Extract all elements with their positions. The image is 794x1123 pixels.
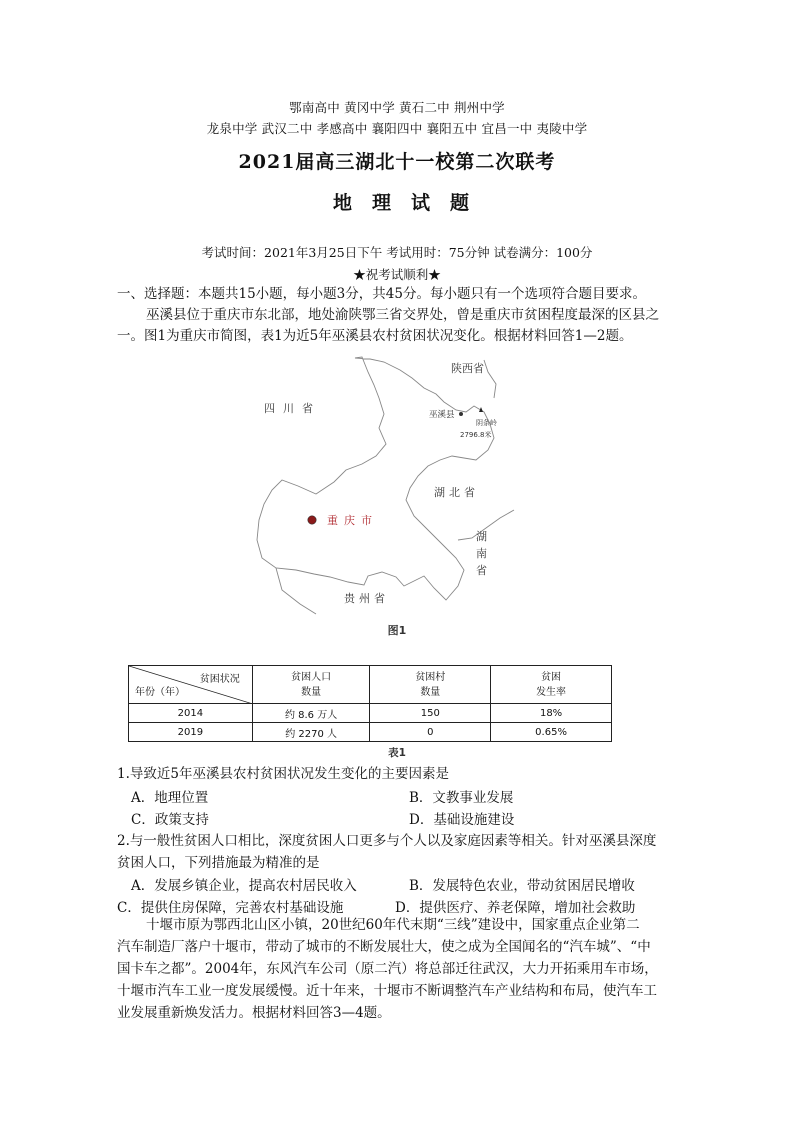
material2-line-1: 十堰市原为鄂西北山区小镇，20世纪60年代末期“三线”建设中，国家重点企业第二 bbox=[146, 917, 640, 933]
label-sichuan: 四川省 bbox=[264, 402, 321, 415]
label-shaanxi: 陕西省 bbox=[451, 362, 484, 375]
q1-option-d[interactable]: D．基础设施建设 bbox=[409, 812, 515, 828]
cell-rate: 0.65% bbox=[491, 723, 612, 742]
material2-line-2: 汽车制造厂落户十堰市，带动了城市的不断发展壮大，使之成为全国闻名的“汽车城”、“中 bbox=[117, 939, 651, 955]
q2-stem-line-1: 2.与一般性贫困人口相比，深度贫困人口更多与个人以及家庭因素等相关。针对巫溪县深度 bbox=[117, 833, 657, 849]
q1-option-c[interactable]: C．政策支持 bbox=[131, 812, 209, 828]
material-line-1: 巫溪县位于重庆市东北部，地处渝陕鄂三省交界处，曾是重庆市贫困程度最深的区县之 bbox=[146, 307, 659, 323]
q1-option-b[interactable]: B．文教事业发展 bbox=[409, 790, 514, 806]
material2-line-5: 业发展重新焕发活力。根据材料回答3—4题。 bbox=[117, 1005, 391, 1021]
wuxi-dot bbox=[459, 412, 463, 416]
label-wuxi: 巫溪县 bbox=[429, 410, 455, 420]
header-rate-l1: 贫困 bbox=[541, 671, 562, 683]
school-list-line-2: 龙泉中学 武汉二中 孝感高中 襄阳四中 襄阳五中 宜昌一中 夷陵中学 bbox=[206, 121, 588, 136]
header-rate-l2: 发生率 bbox=[536, 686, 567, 698]
shaanxi-hubei-boundary bbox=[484, 360, 496, 398]
cell-villages: 0 bbox=[370, 723, 491, 742]
header-population bbox=[252, 666, 370, 704]
label-yintiaoling: 阴条岭 bbox=[476, 419, 497, 427]
header-population-l1: 贫困人口 bbox=[291, 671, 332, 683]
q1-stem: 1.导致近5年巫溪县农村贫困状况发生变化的主要因素是 bbox=[117, 766, 449, 782]
cell-year: 2014 bbox=[129, 704, 253, 723]
exam-info: 考试时间：2021年3月25日下午 考试用时：75分钟 试卷满分：100分 bbox=[201, 245, 593, 260]
q2-option-a[interactable]: A．发展乡镇企业，提高农村居民收入 bbox=[131, 878, 357, 894]
cell-villages: 150 bbox=[370, 704, 491, 723]
sichuan-guizhou-boundary bbox=[276, 568, 316, 614]
header-rate bbox=[491, 666, 612, 704]
material2-line-3: 国卡车之都”。2004年，东风汽车公司（原二汽）将总部迁往武汉，大力开拓乘用车市场， bbox=[117, 961, 658, 977]
school-list-line-1: 鄂南高中 黄冈中学 黄石二中 荆州中学 bbox=[289, 100, 505, 115]
cell-rate: 18% bbox=[491, 704, 612, 723]
table-row bbox=[129, 704, 612, 723]
label-hunan-1: 湖 bbox=[476, 530, 487, 543]
q2-option-c[interactable]: C．提供住房保障，完善农村基础设施 bbox=[117, 900, 344, 916]
label-hubei: 湖北省 bbox=[434, 486, 479, 499]
q2-stem-line-2: 贫困人口，下列措施最为精准的是 bbox=[117, 855, 320, 871]
q1-option-a[interactable]: A．地理位置 bbox=[131, 790, 209, 806]
table-row bbox=[129, 723, 612, 742]
figure-caption: 图1 bbox=[387, 624, 407, 637]
label-chongqing: 重庆市 bbox=[327, 514, 378, 527]
chongqing-boundary bbox=[257, 357, 494, 600]
header-poverty-status: 贫困状况 bbox=[199, 674, 240, 685]
cell-population: 约 8.6 万人 bbox=[252, 704, 370, 723]
header-population-l2: 数量 bbox=[301, 686, 322, 698]
material2-line-4: 十堰市汽车工业一度发展缓慢。近十年来，十堰市不断调整汽车产业结构和布局，使汽车工 bbox=[117, 983, 657, 999]
header-year: 年份（年） bbox=[135, 687, 185, 698]
exam-title: 2021届高三湖北十一校第二次联考 bbox=[238, 151, 556, 173]
table-caption: 表1 bbox=[388, 747, 406, 759]
label-elevation: 2796.8米 bbox=[460, 431, 492, 439]
label-guizhou: 贵州省 bbox=[344, 592, 389, 605]
cell-population: 约 2270 人 bbox=[252, 723, 370, 742]
table-corner-header bbox=[129, 666, 253, 704]
header-villages bbox=[370, 666, 491, 704]
q2-option-d[interactable]: D．提供医疗、养老保障，增加社会救助 bbox=[395, 900, 636, 916]
blessing: ★祝考试顺利★ bbox=[353, 267, 441, 282]
material-line-2: 一。图1为重庆市简图，表1为近5年巫溪县农村贫困状况变化。根据材料回答1—2题。 bbox=[117, 328, 633, 344]
header-villages-l2: 数量 bbox=[420, 686, 441, 698]
cell-year: 2019 bbox=[129, 723, 253, 742]
label-hunan-2: 南 bbox=[476, 547, 487, 560]
section-instruction: 一、选择题：本题共15小题，每小题3分，共45分。每小题只有一个选项符合题目要求。 bbox=[117, 286, 646, 302]
poverty-table bbox=[128, 665, 612, 742]
chongqing-map bbox=[240, 352, 540, 624]
chongqing-city-dot bbox=[308, 516, 316, 524]
header-villages-l1: 贫困村 bbox=[415, 671, 446, 683]
subject-title: 地理试题 bbox=[332, 192, 489, 214]
label-hunan-3: 省 bbox=[476, 564, 487, 577]
q2-option-b[interactable]: B．发展特色农业，带动贫困居民增收 bbox=[409, 878, 635, 894]
